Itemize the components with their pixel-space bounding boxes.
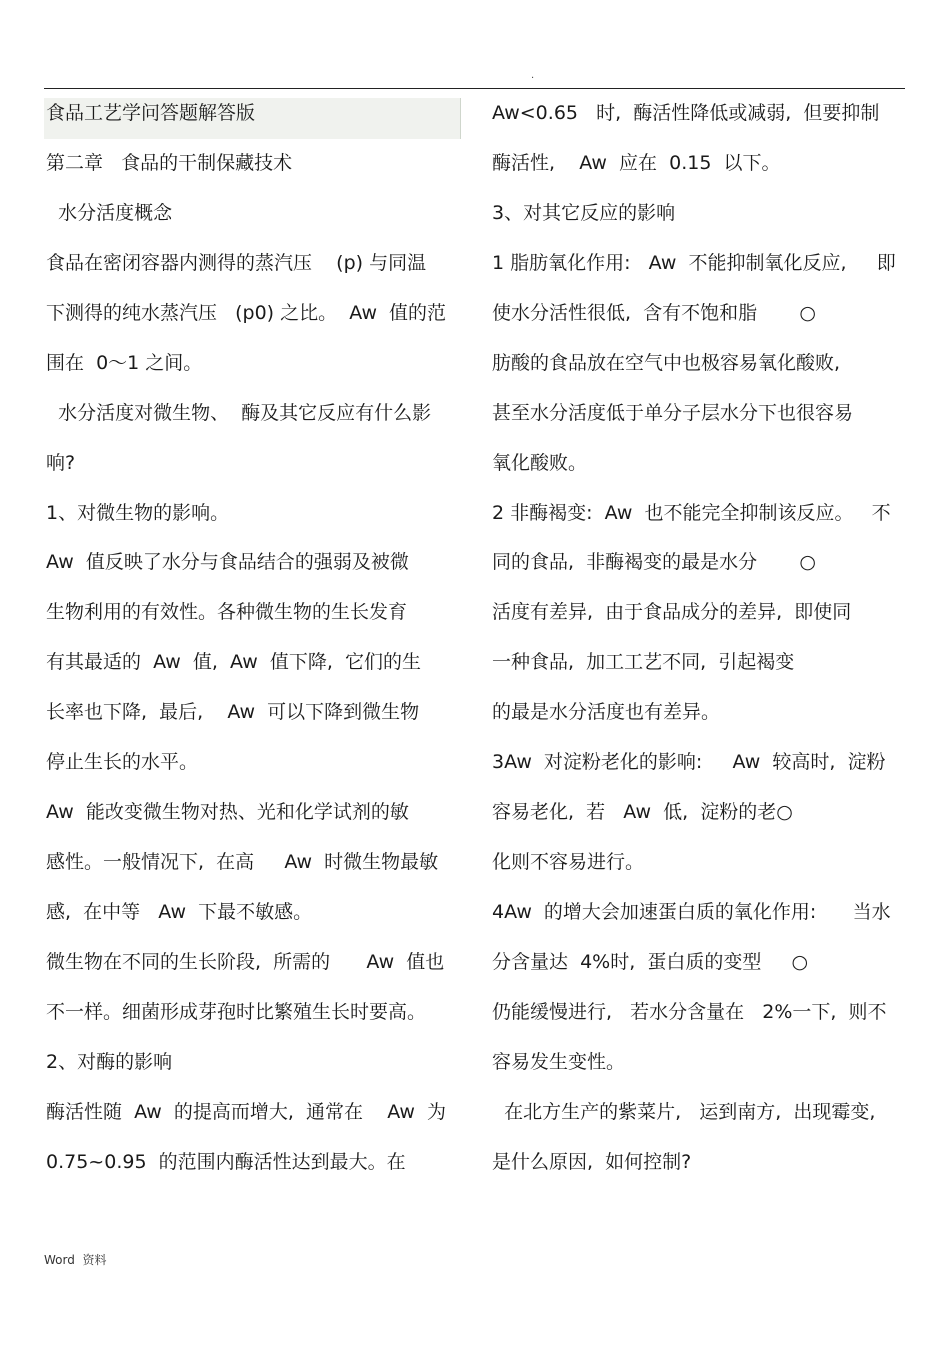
left-text-line: 生物利用的有效性。各种微生物的生长发育 xyxy=(46,601,408,624)
right-text-line: 氧化酸败。 xyxy=(492,451,588,474)
footer-label: Word 资料 xyxy=(44,1253,107,1267)
left-text-line: 不一样。细菌形成芽孢时比繁殖生长时要高。 xyxy=(46,1000,427,1023)
left-text-line: 长率也下降, 最后, Aw 可以下降到微生物 xyxy=(46,701,420,724)
left-text-line: 水分活度概念 xyxy=(46,201,173,224)
right-text-line: 化则不容易进行。 xyxy=(492,851,645,874)
right-text-line: 3Aw 对淀粉老化的影响: Aw 较高时, 淀粉 xyxy=(492,751,886,774)
left-text-line: Aw 能改变微生物对热、光和化学试剂的敏 xyxy=(46,801,409,824)
left-text-line: 响? xyxy=(46,451,76,474)
left-text-line: 酶活性随 Aw 的提高而增大, 通常在 Aw 为 xyxy=(46,1100,447,1123)
right-text-line: 容易发生变性。 xyxy=(492,1050,626,1073)
right-text-line: 活度有差异, 由于食品成分的差异, 即使同 xyxy=(492,601,852,624)
right-text-line: 甚至水分活度低于单分子层水分下也很容易 xyxy=(492,401,854,424)
left-text-line: 有其最适的 Aw 值, Aw 值下降, 它们的生 xyxy=(46,651,422,674)
right-text-line: 分含量达 4%时, 蛋白质的变型 ○ xyxy=(492,950,809,973)
right-text-line: Aw<0.65 时, 酶活性降低或减弱, 但要抑制 xyxy=(492,102,880,124)
left-text-line: 0.75~0.95 的范围内酶活性达到最大。在 xyxy=(46,1150,406,1173)
left-text-line: 水分活度对微生物、 酶及其它反应有什么影 xyxy=(46,401,432,424)
left-text-line: 感, 在中等 Aw 下最不敏感。 xyxy=(46,901,313,923)
right-text-line: 一种食品, 加工工艺不同, 引起褐变 xyxy=(492,651,795,674)
right-text-line: 容易老化, 若 Aw 低, 淀粉的老○ xyxy=(492,801,793,824)
right-text-line: 是什么原因, 如何控制? xyxy=(492,1150,692,1173)
left-text-line: 围在 0～1 之间。 xyxy=(46,351,203,374)
left-text-line: Aw 值反映了水分与食品结合的强弱及被微 xyxy=(46,551,409,574)
right-text-line: 肪酸的食品放在空气中也极容易氧化酸败, xyxy=(492,351,841,374)
left-text-line: 食品工艺学问答题解答版 xyxy=(46,102,256,124)
right-text-line: 1 脂肪氧化作用: Aw 不能抑制氧化反应, 即 xyxy=(492,251,896,274)
left-text-line: 微生物在不同的生长阶段, 所需的 Aw 值也 xyxy=(46,950,445,973)
right-text-line: 使水分活性很低, 含有不饱和脂 ○ xyxy=(492,301,816,324)
left-text-line: 2、对酶的影响 xyxy=(46,1050,173,1073)
right-text-line: 4Aw 的增大会加速蛋白质的氧化作用: 当水 xyxy=(492,901,891,923)
left-text-line: 停止生长的水平。 xyxy=(46,751,199,774)
right-text-line: 仍能缓慢进行, 若水分含量在 2%一下, 则不 xyxy=(492,1000,887,1023)
right-text-line: 3、对其它反应的影响 xyxy=(492,201,676,224)
left-text-line: 食品在密闭容器内测得的蒸汽压 (p) 与同温 xyxy=(46,251,427,274)
header-dot: . xyxy=(531,70,535,81)
left-text-line: 第二章 食品的干制保藏技术 xyxy=(46,151,293,174)
right-text-line: 在北方生产的紫菜片, 运到南方, 出现霉变, xyxy=(492,1100,876,1123)
left-column xyxy=(46,89,460,1188)
left-text-line: 下测得的纯水蒸汽压 (p0) 之比。 Aw 值的范 xyxy=(46,301,447,324)
right-text-line: 2 非酶褐变: Aw 也不能完全抑制该反应。 不 xyxy=(492,501,891,524)
right-text-line: 的最是水分活度也有差异。 xyxy=(492,701,721,724)
right-column xyxy=(492,89,906,1188)
right-text-line: 酶活性, Aw 应在 0.15 以下。 xyxy=(492,151,781,174)
left-text-line: 感性。一般情况下, 在高 Aw 时微生物最敏 xyxy=(46,851,439,874)
left-text-line: 1、对微生物的影响。 xyxy=(46,501,230,524)
right-text-line: 同的食品, 非酶褐变的最是水分 ○ xyxy=(492,551,816,574)
